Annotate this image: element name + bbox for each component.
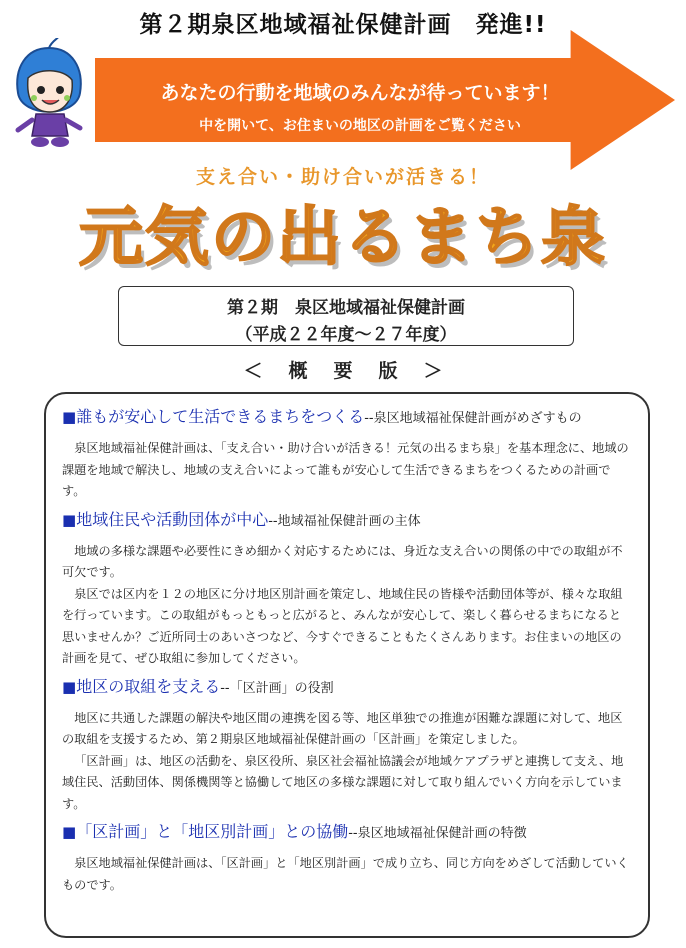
plan-title-box [118,286,574,346]
main-title: 元気の出るまち泉 [79,201,607,275]
plan-period: （平成２２年度～２７年度） [235,325,457,345]
section-marker: ■ [62,510,77,529]
paragraph: 地域の多様な課題や必要性にきめ細かく対応するためには、身近な支え合いの関係の中での取組が不可欠です。 [62,543,623,579]
section-body [62,853,632,896]
mascot-illustration [8,38,90,150]
section-subtitle: --泉区地域福祉保健計画の特徴 [348,826,527,841]
overview-box [44,392,650,938]
banner-tagline: あなたの行動を地域のみんなが待っています！ [160,82,560,104]
section-main-title: 「区計画」と「地区別計画」との協働 [76,822,349,841]
summary-label: ＜概要版＞ [243,360,469,382]
paragraph: 泉区地域福祉保健計画は、「支え合い・助け合いが活きる！元気の出るまち泉」を基本理念に、地域の課題を地域で解決し、地域の支え合いによって誰もが安心して生活できるまちをつくるための計画です。 [62,441,629,498]
slogan: 支え合い・助け合いが活きる！ [195,166,490,188]
section-body [62,541,632,670]
section-title [62,676,632,700]
section-marker: ■ [62,677,77,696]
banner-instruction: 中を開いて、お住まいの地区の計画をご覧ください [199,118,521,134]
section-marker: ■ [62,408,77,426]
page-heading: 第２期泉区地域福祉保健計画 発進!! [139,12,547,38]
section-title [62,821,632,845]
paragraph: 泉区では区内を１２の地区に分け地区別計画を策定し、地域住民の皆様や活動団体等が、様々な取組を行っています。この取組がもっともっと広がると、みんなが安心して、楽しく暮らせるまちになると思いませんか？ご近所同士のあいさつなど、今すぐできることもたくさんあります。お住まいの地区の計画を見て、ぜひ取組に参加してください。 [62,586,623,665]
section-marker: ■ [62,823,77,841]
section-subtitle: --「区計画」の役割 [220,680,334,696]
section-title [62,406,632,430]
section-subtitle: --泉区地域福祉保健計画がめざすもの [364,411,582,426]
paragraph: 「区計画」は、地区の活動を、泉区役所、泉区社会福祉協議会が地域ケアプラザと連携して支え、地域住民、活動団体、関係機関等と協働して地区の多様な課題に対して取り組んでいく方向を示しています。 [62,753,624,811]
section-main-title: 地区の取組を支える [76,676,221,696]
plan-name: 第２期 泉区地域福祉保健計画 [227,298,465,318]
paragraph: 泉区地域福祉保健計画は、「区計画」と「地区別計画」で成り立ち、同じ方向をめざして活動していくものです。 [62,856,629,892]
section-body [62,708,632,816]
section-main-title: 誰もが安心して生活できるまちをつくる [76,407,365,426]
section-title [62,509,632,533]
section-subtitle: --地域福祉保健計画の主体 [268,513,421,529]
section-main-title: 地域住民や活動団体が中心 [76,509,269,529]
paragraph: 地区に共通した課題の解決や地区間の連携を図る等、地区単独での推進が困難な課題に対して、地区の取組を支援するため、第２期泉区地域福祉保健計画の「区計画」を策定しました。 [62,710,623,746]
section-body [62,438,632,503]
